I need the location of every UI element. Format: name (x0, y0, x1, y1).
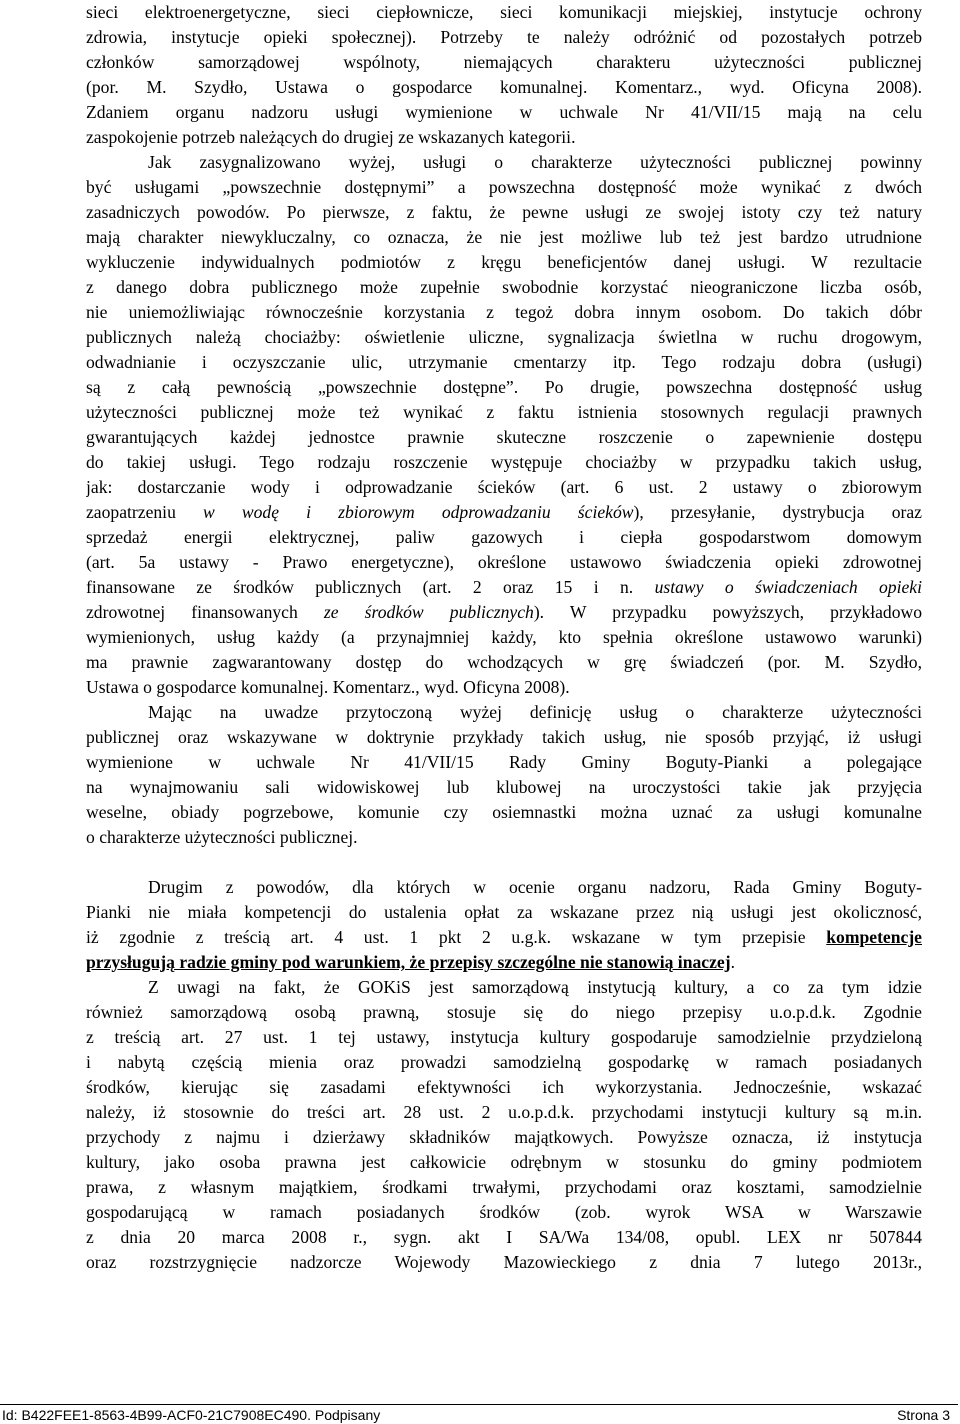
text-line: Jak zasygnalizowano wyżej, usługi o charakterze użyteczności publicznej powinny (148, 152, 922, 172)
text-line: zasadniczych powodów. Po pierwsze, z faktu, że pewne usługi ze swojej istoty czy też natury (86, 202, 922, 222)
text-line: środków, kierując się zasadami efektywności ich wykorzystania. Jednocześnie, wskazać (86, 1077, 922, 1097)
text-line: Mając na uwadze przytoczoną wyżej definicję usług o charakterze użyteczności (148, 702, 922, 722)
emphasis-text: przysługują radzie gminy pod warunkiem, że przepisy szczególne nie stanowią inaczej (86, 952, 731, 972)
text-line: Pianki nie miała kompetencji do ustalenia opłat za wskazane przez nią usługi jest okolicznosć, (86, 902, 922, 922)
text-line: zdrowotnej finansowanych ze środków publicznych). W przypadku powyższych, przykładowo (86, 602, 922, 622)
text-line: wymienionych, usług każdy (a przynajmniej każdy, kto spełnia określone ustawowo warunki) (86, 627, 922, 647)
page-footer (0, 1404, 958, 1423)
text-line: być usługami „powszechnie dostępnymi” a powszechna dostępność może wynikać z dwóch (86, 177, 922, 197)
text-line: finansowane ze środków publicznych (art. 2 oraz 15 i n. ustawy o świadczeniach opieki (86, 577, 922, 597)
page-number: Strona 3 (897, 1407, 950, 1423)
text-line: odwadnianie i oczyszczanie ulic, utrzymanie cmentarzy itp. Tego rodzaju dobra (usługi) (86, 352, 922, 372)
text-line: są z całą pewnością „powszechnie dostępne”. Po drugie, powszechna dostępność usług (86, 377, 922, 397)
text-line: zdrowia, instytucje opieki społecznej). Potrzeby te należy odróżnić od pozostałych potrzeb (86, 27, 922, 47)
text-line: Z uwagi na fakt, że GOKiS jest samorządową instytucją kultury, a co za tym idzie (148, 977, 922, 997)
text-line: przysługują radzie gminy pod warunkiem, że przepisy szczególne nie stanowią inaczej. (86, 952, 735, 972)
text-line: weselne, obiady pogrzebowe, komunie czy osiemnastki można uznać za usługi komunalne (86, 802, 922, 822)
text-line: członków samorządowej wspólnoty, niemających charakteru użyteczności publicznej (86, 52, 922, 72)
text-line: Zdaniem organu nadzoru usługi wymienione w uchwale Nr 41/VII/15 mają na celu (86, 102, 922, 122)
text-line: mają charakter niewykluczalny, co oznacza, że nie jest możliwe lub też jest bardzo utrudnione (86, 227, 922, 247)
text-line: Ustawa o gospodarce komunalnej. Komentarz., wyd. Oficyna 2008). (86, 677, 570, 697)
text-line: wykluczenie indywidualnych podmiotów z kręgu beneficjentów danej usługi. W rezultacie (86, 252, 922, 272)
document-id: Id: B422FEE1-8563-4B99-ACF0-21C7908EC490. Podpisany (2, 1407, 381, 1423)
text-line: przychody z najmu i dzierżawy składników majątkowych. Powyższe oznacza, iż instytucja (86, 1127, 922, 1147)
text-line: Drugim z powodów, dla których w ocenie organu nadzoru, Rada Gminy Boguty- (148, 877, 922, 897)
text-line: sprzedaż energii elektrycznej, paliw gazowych i ciepła gospodarstwom domowym (86, 527, 922, 547)
text-line: publicznych należą chociażby: oświetlenie uliczne, sygnalizacja świetlna w ruchu drogowym, (86, 327, 922, 347)
emphasis-text: ustawy o świadczeniach opieki (654, 577, 922, 597)
text-line: ma prawnie zagwarantowany dostęp do wchodzących w grę świadczeń (por. M. Szydło, (86, 652, 922, 672)
text-line: zaopatrzeniu w wodę i zbiorowym odprowadzaniu ścieków), przesyłanie, dystrybucja oraz (86, 502, 922, 522)
text-line: o charakterze użyteczności publicznej. (86, 827, 358, 847)
text-line: zaspokojenie potrzeb należących do drugiej ze wskazanych kategorii. (86, 127, 576, 147)
text-line: użyteczności publicznej może też wynikać z faktu istnienia stosownych regulacji prawnych (86, 402, 922, 422)
text-line: z danego dobra publicznego może zupełnie swobodnie korzystać nieograniczone liczba osób, (86, 277, 922, 297)
text-line: prawa, z własnym majątkiem, środkami trwałymi, przychodami oraz kosztami, samodzielnie (86, 1177, 922, 1197)
text-line: oraz rozstrzygnięcie nadzorcze Wojewody Mazowieckiego z dnia 7 lutego 2013r., (86, 1252, 922, 1272)
text-line: z treścią art. 27 ust. 1 tej ustawy, instytucja kultury gospodaruje samodzielnie przydzieloną (86, 1027, 922, 1047)
text-line: gwarantujących każdej jednostce prawnie skuteczne roszczenie o zapewnienie dostępu (86, 427, 922, 447)
emphasis-text: w wodę i zbiorowym odprowadzaniu ścieków (203, 502, 634, 522)
text-line: na wynajmowaniu sali widowiskowej lub klubowej na uroczystości takie jak przyjęcia (86, 777, 922, 797)
text-line: z dnia 20 marca 2008 r., sygn. akt I SA/Wa 134/08, opubl. LEX nr 507844 (86, 1227, 922, 1247)
text-line: również samorządową osobą prawną, stosuje się do niego przepisy u.o.p.d.k. Zgodnie (86, 1002, 922, 1022)
text-line: (art. 5a ustawy - Prawo energetyczne), określone ustawowo świadczenia opieki zdrowotnej (86, 552, 922, 572)
text-line: (por. M. Szydło, Ustawa o gospodarce komunalnej. Komentarz., wyd. Oficyna 2008). (86, 77, 922, 97)
emphasis-text: kompetencje (826, 927, 922, 947)
emphasis-text: ze środków publicznych (323, 602, 534, 622)
text-line: kultury, jako osoba prawna jest całkowicie odrębnym w stosunku do gminy podmiotem (86, 1152, 922, 1172)
text-line: i nabytą częścią mienia oraz prowadzi samodzielną gospodarkę w ramach posiadanych (86, 1052, 922, 1072)
text-line: wymienione w uchwale Nr 41/VII/15 Rady Gminy Boguty-Pianki a polegające (86, 752, 922, 772)
text-line: gospodarującą w ramach posiadanych środków (zob. wyrok WSA w Warszawie (86, 1202, 922, 1222)
text-line: jak: dostarczanie wody i odprowadzanie ścieków (art. 6 ust. 2 ustawy o zbiorowym (86, 477, 922, 497)
text-line: do takiej usługi. Tego rodzaju roszczenie występuje chociażby w przypadku takich usług, (86, 452, 922, 472)
text-line: iż zgodnie z treścią art. 4 ust. 1 pkt 2 u.g.k. wskazane w tym przepisie kompetencje (86, 927, 922, 947)
text-line: nie uniemożliwiając równocześnie korzystania z tegoż dobra innym osobom. Do takich dóbr (86, 302, 922, 322)
text-line: publicznej oraz wskazywane w doktrynie przykłady takich usług, nie sposób przyjąć, iż usługi (86, 727, 922, 747)
text-line: należy, iż stosownie do treści art. 28 ust. 2 u.o.p.d.k. przychodami instytucji kultury są m.in. (86, 1102, 922, 1122)
text-line: sieci elektroenergetyczne, sieci ciepłownicze, sieci komunikacji miejskiej, instytucje ochrony (86, 2, 922, 22)
